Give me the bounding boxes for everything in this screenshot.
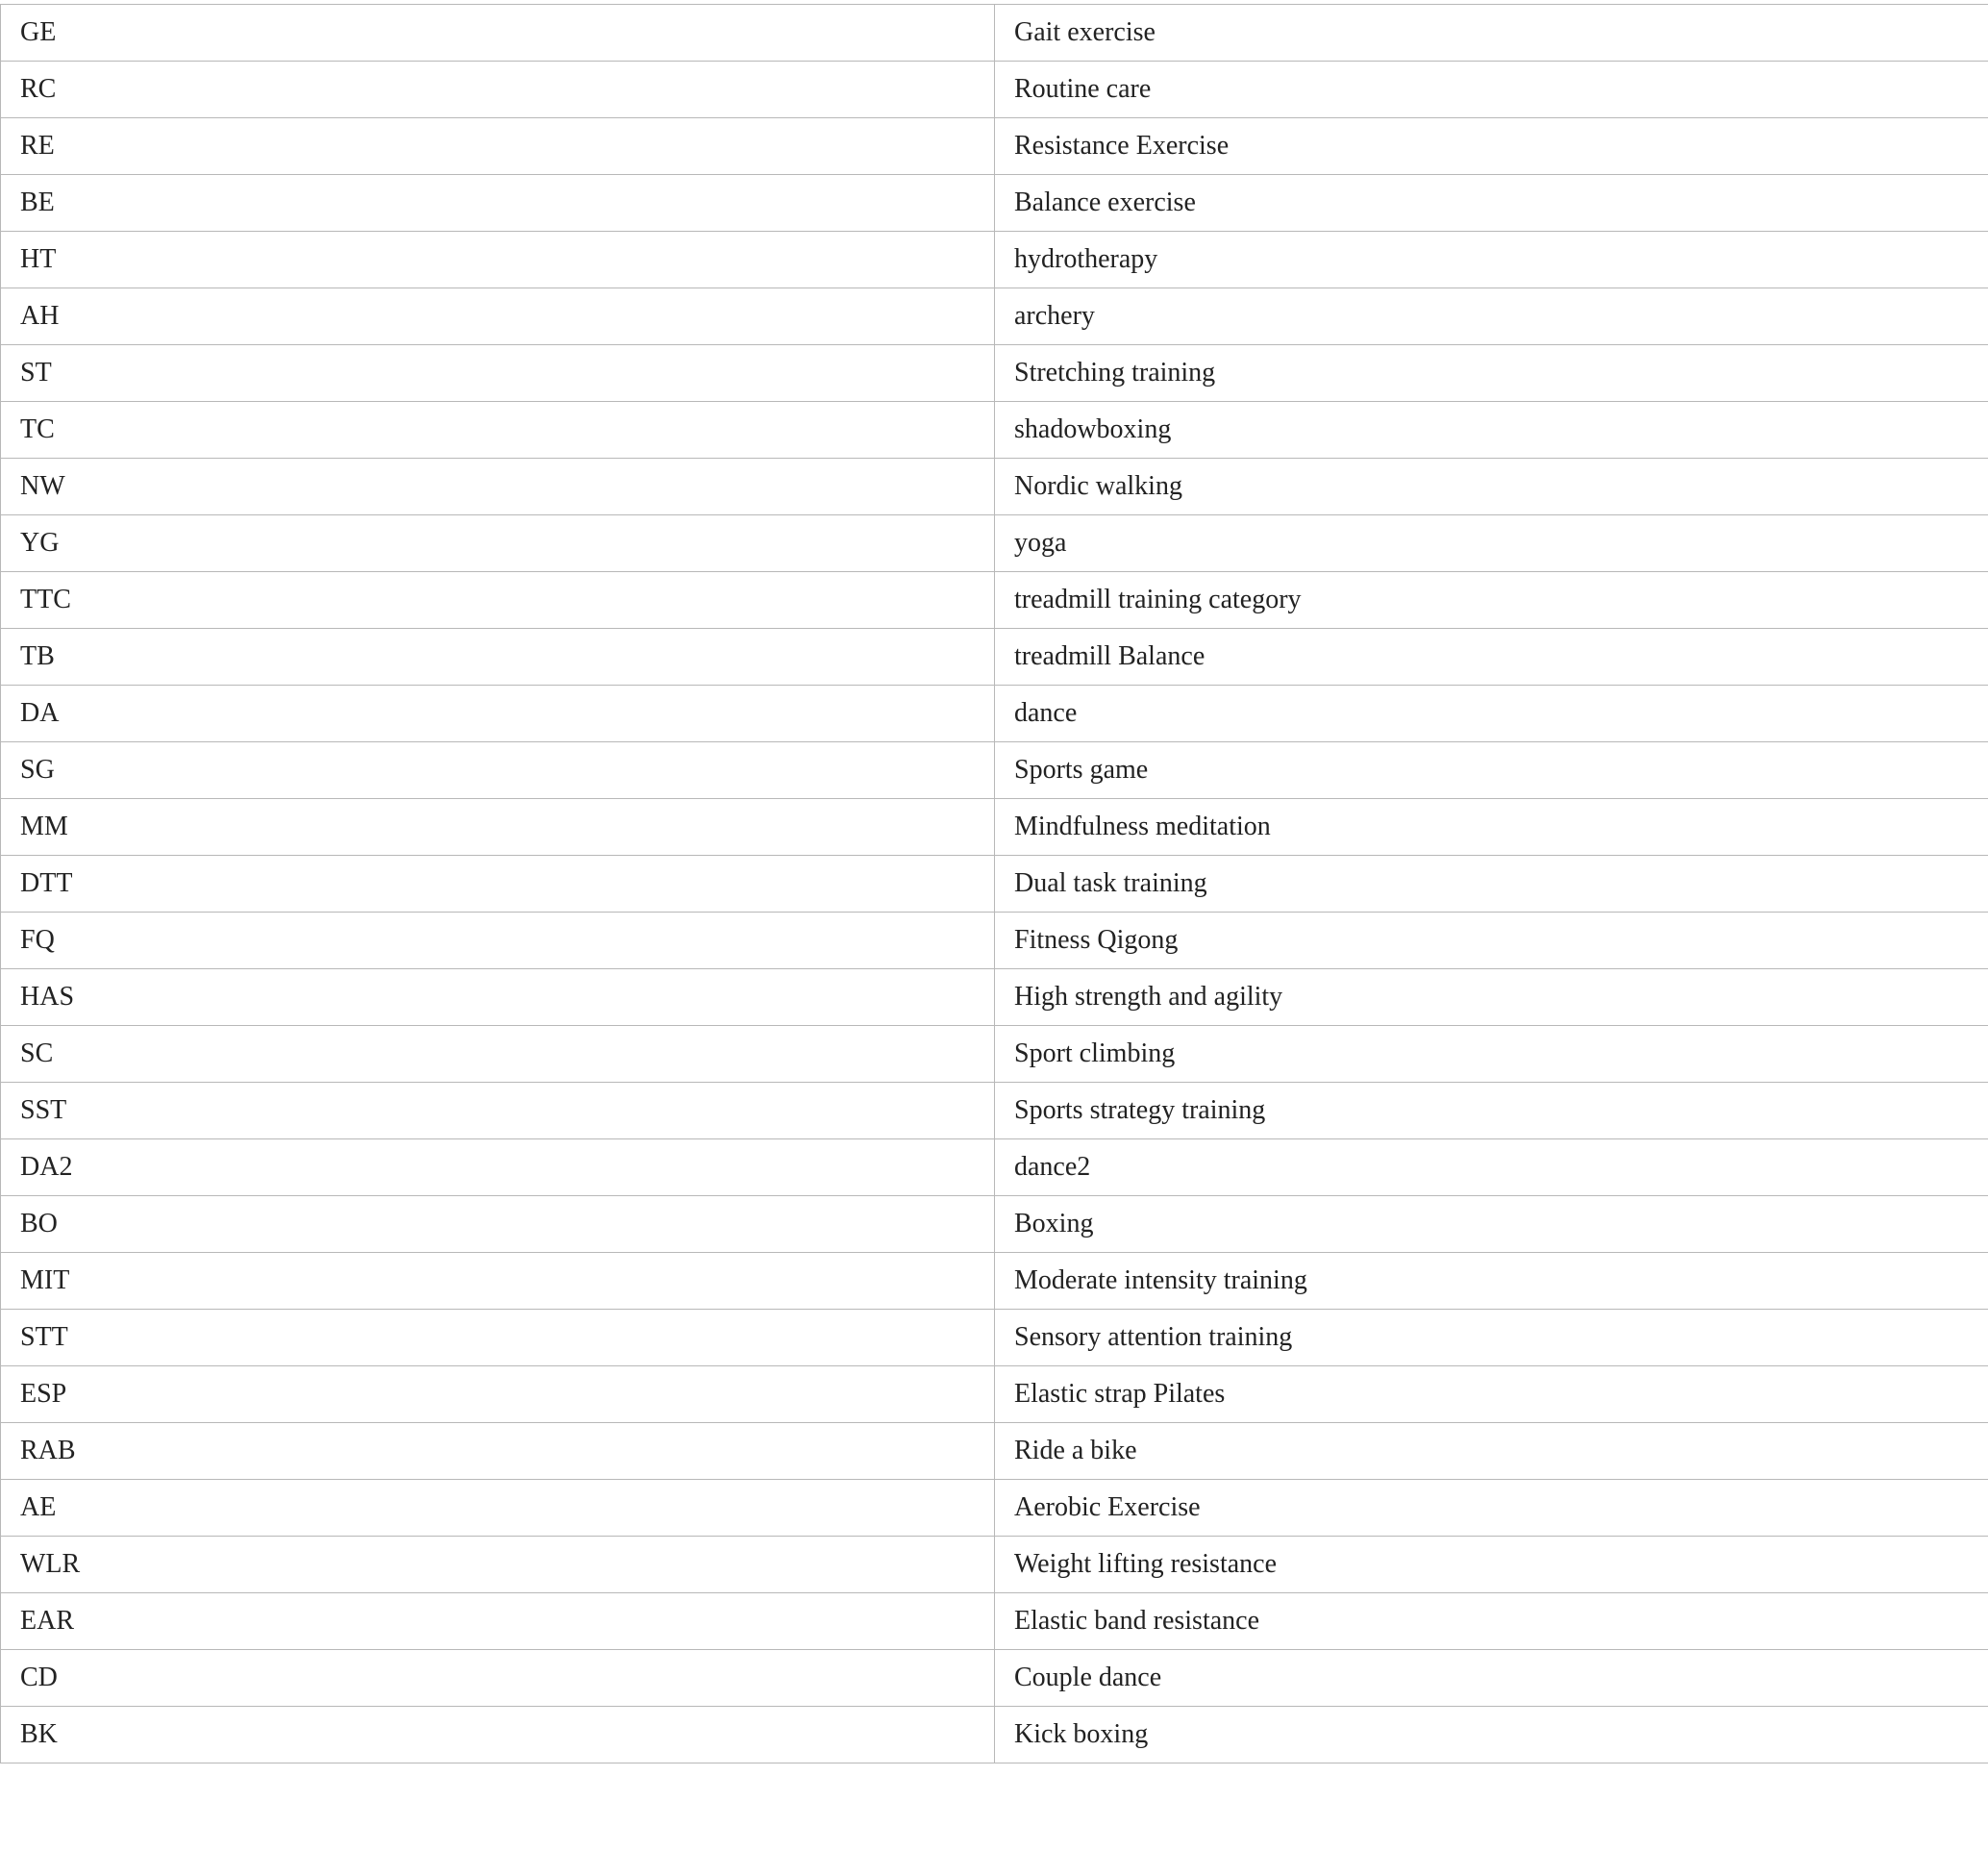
abbreviation-cell: AE <box>1 1480 995 1537</box>
abbreviation-cell: BK <box>1 1707 995 1763</box>
table-row <box>1 5 1988 62</box>
meaning-cell: Balance exercise <box>995 175 1988 232</box>
abbreviation-cell: TTC <box>1 572 995 629</box>
abbreviation-cell: STT <box>1 1310 995 1366</box>
table-row <box>1 232 1988 288</box>
table-row <box>1 572 1988 629</box>
meaning-cell: Sports game <box>995 742 1988 799</box>
meaning-cell: yoga <box>995 515 1988 572</box>
meaning-cell: treadmill Balance <box>995 629 1988 686</box>
abbreviation-cell: TC <box>1 402 995 459</box>
abbreviation-cell: AH <box>1 288 995 345</box>
meaning-cell: Ride a bike <box>995 1423 1988 1480</box>
abbreviation-cell: BE <box>1 175 995 232</box>
abbreviation-cell: FQ <box>1 913 995 969</box>
abbreviation-cell: RE <box>1 118 995 175</box>
table-row <box>1 1423 1988 1480</box>
meaning-cell: Resistance Exercise <box>995 118 1988 175</box>
abbreviation-cell: EAR <box>1 1593 995 1650</box>
table-row <box>1 175 1988 232</box>
meaning-cell: Sport climbing <box>995 1026 1988 1083</box>
table-row <box>1 1707 1988 1763</box>
abbreviation-cell: SG <box>1 742 995 799</box>
abbreviation-cell: NW <box>1 459 995 515</box>
meaning-cell: High strength and agility <box>995 969 1988 1026</box>
abbreviation-cell: YG <box>1 515 995 572</box>
table-row <box>1 1139 1988 1196</box>
table-row <box>1 459 1988 515</box>
abbreviation-cell: DA <box>1 686 995 742</box>
meaning-cell: Moderate intensity training <box>995 1253 1988 1310</box>
abbreviation-cell: SC <box>1 1026 995 1083</box>
table-row <box>1 1366 1988 1423</box>
meaning-cell: hydrotherapy <box>995 232 1988 288</box>
table-row <box>1 913 1988 969</box>
meaning-cell: Stretching training <box>995 345 1988 402</box>
table-row <box>1 969 1988 1026</box>
table-row <box>1 629 1988 686</box>
table-row <box>1 1480 1988 1537</box>
meaning-cell: Sports strategy training <box>995 1083 1988 1139</box>
table-row <box>1 1537 1988 1593</box>
meaning-cell: Nordic walking <box>995 459 1988 515</box>
table-row <box>1 686 1988 742</box>
abbreviation-cell: DTT <box>1 856 995 913</box>
meaning-cell: Fitness Qigong <box>995 913 1988 969</box>
table-row <box>1 515 1988 572</box>
table-row <box>1 1196 1988 1253</box>
abbreviation-cell: HAS <box>1 969 995 1026</box>
meaning-cell: Weight lifting resistance <box>995 1537 1988 1593</box>
table-row <box>1 1253 1988 1310</box>
abbreviation-cell: HT <box>1 232 995 288</box>
meaning-cell: dance <box>995 686 1988 742</box>
meaning-cell: Gait exercise <box>995 5 1988 62</box>
meaning-cell: shadowboxing <box>995 402 1988 459</box>
meaning-cell: archery <box>995 288 1988 345</box>
meaning-cell: Aerobic Exercise <box>995 1480 1988 1537</box>
table-row <box>1 1593 1988 1650</box>
abbreviation-table <box>0 4 1988 1763</box>
table-row <box>1 402 1988 459</box>
table-row <box>1 118 1988 175</box>
abbreviation-cell: ST <box>1 345 995 402</box>
table-row <box>1 799 1988 856</box>
meaning-cell: Couple dance <box>995 1650 1988 1707</box>
abbreviation-cell: DA2 <box>1 1139 995 1196</box>
abbreviation-cell: TB <box>1 629 995 686</box>
meaning-cell: treadmill training category <box>995 572 1988 629</box>
table-row <box>1 1083 1988 1139</box>
meaning-cell: Kick boxing <box>995 1707 1988 1763</box>
abbreviation-cell: MM <box>1 799 995 856</box>
abbreviation-cell: SST <box>1 1083 995 1139</box>
abbreviation-cell: BO <box>1 1196 995 1253</box>
abbreviation-cell: CD <box>1 1650 995 1707</box>
table-row <box>1 1650 1988 1707</box>
meaning-cell: Mindfulness meditation <box>995 799 1988 856</box>
table-body <box>1 5 1988 1763</box>
table-row <box>1 345 1988 402</box>
meaning-cell: Elastic strap Pilates <box>995 1366 1988 1423</box>
table-row <box>1 288 1988 345</box>
table-row <box>1 1310 1988 1366</box>
meaning-cell: Sensory attention training <box>995 1310 1988 1366</box>
abbreviation-cell: WLR <box>1 1537 995 1593</box>
table-row <box>1 742 1988 799</box>
meaning-cell: Boxing <box>995 1196 1988 1253</box>
meaning-cell: Routine care <box>995 62 1988 118</box>
meaning-cell: Elastic band resistance <box>995 1593 1988 1650</box>
abbreviation-cell: GE <box>1 5 995 62</box>
table-row <box>1 856 1988 913</box>
abbreviation-cell: ESP <box>1 1366 995 1423</box>
abbreviation-cell: RC <box>1 62 995 118</box>
abbreviation-table-container <box>0 4 1988 1763</box>
meaning-cell: Dual task training <box>995 856 1988 913</box>
meaning-cell: dance2 <box>995 1139 1988 1196</box>
table-row <box>1 62 1988 118</box>
abbreviation-cell: RAB <box>1 1423 995 1480</box>
abbreviation-cell: MIT <box>1 1253 995 1310</box>
table-row <box>1 1026 1988 1083</box>
